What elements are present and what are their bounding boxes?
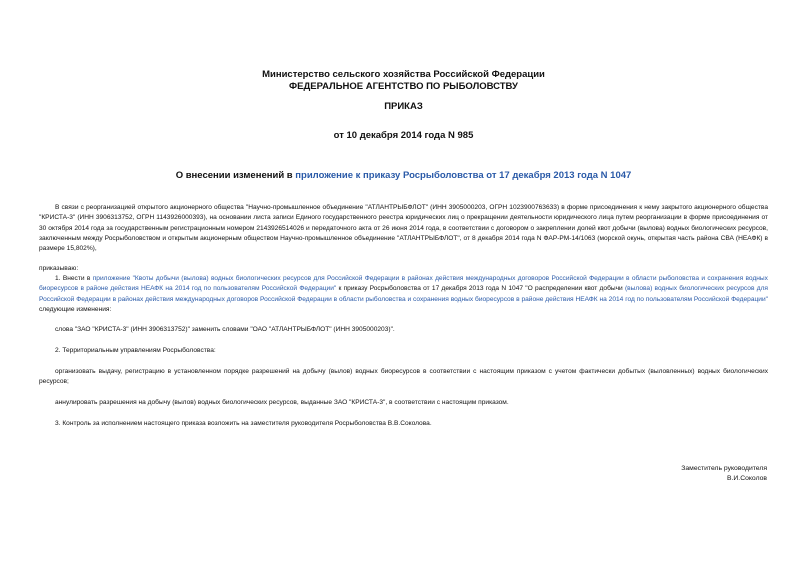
item-1-middle: к приказу Росрыболовства от 17 декабря 2013 года N 1047 "О распределении квот добычи (336, 285, 625, 293)
item-3-paragraph: 3. Контроль за исполнением настоящего приказа возложить на заместителя руководителя Росрыболовства В.В.Соколова. (55, 420, 432, 427)
agency-name: ФЕДЕРАЛЬНОЕ АГЕНТСТВО ПО РЫБОЛОВСТВУ (289, 81, 518, 92)
signature-block (567, 464, 767, 484)
item-1-link-appendix[interactable]: приложение "Квоты добычи (вылова) водных биологических ресурсов для Российской Федерации в районах действия международных договоров Российской Федерации в области рыболовства и сохранения водных биоресурсов в районе действия НЕАФК на 2014 год по пользователям Российской Федерации" (39, 275, 768, 293)
signer-name: В.И.Соколов (727, 475, 767, 482)
subject-link[interactable]: приложение к приказу Росрыболовства от 17 декабря 2013 года N 1047 (295, 170, 632, 181)
item-2b-paragraph: аннулировать разрешения на добычу (вылов) водных биологических ресурсов, выданные ЗАО "КРИСТА-3", в соответствии с настоящим приказом. (55, 399, 509, 406)
item-1-suffix: следующие изменения: (39, 305, 112, 313)
item-2a-paragraph: организовать выдачу, регистрацию в установленном порядке разрешений на добычу (вылов) водных биоресурсов в соответствии с настоящим приказом с учетом фактически добытых (выловленных) водных биологических ресурсов; (39, 368, 768, 386)
order-subject (0, 170, 807, 181)
item-1-link-order[interactable]: (вылова) водных биологических ресурсов для Российской Федерации в районах действия международных договоров Российской Федерации в области рыболовства и сохранения водных биоресурсов в районе действия НЕАФК на 2014 год по пользователям Российской Федерации" (39, 285, 768, 303)
ministry-name: Министерство сельского хозяйства Российской Федерации (262, 69, 545, 80)
replace-words-paragraph: слова "ЗАО "КРИСТА-3" (ИНН 3906313752)" заменить словами "ОАО "АТЛАНТРЫБФЛОТ" (ИНН 3905000203)". (55, 326, 395, 333)
item-1-prefix: 1. Внести в (55, 275, 93, 282)
subject-prefix: О внесении изменений в (175, 170, 296, 181)
doc-type: ПРИКАЗ (384, 101, 423, 112)
item-1-paragraph (39, 274, 768, 315)
document-header (0, 69, 807, 93)
item-2-paragraph: 2. Территориальным управлениям Росрыболовства: (55, 347, 216, 354)
orders-word: приказываю: (39, 265, 79, 272)
order-date-number: от 10 декабря 2014 года N 985 (333, 130, 474, 141)
preamble-paragraph: В связи с реорганизацией открытого акционерного общества "Научно-промышленное объединение "АТЛАНТРЫБФЛОТ" (ИНН 3905000203, ОГРН 1023900763633) в форме присоединения к нему закрытого акционерного общества "КРИСТА-3" (ИНН 3906313752, ОГРН 1143926000393), на основании листа записи Единого государственного реестра юридических лиц о прекращении деятельности юридического лица путем реорганизации в форме присоединения от 30 октября 2014 года за государственным регистрационным номером 2143926514026 и передаточного акта от 26 июня 2014 года, в соответствии с договором о закреплении долей квот добычи (вылова) водных биологических ресурсов, заключенным между Росрыболовством и открытым акционерным обществом Научно-промышленное объединение "АТЛАНТРЫБФЛОТ", от 8 декабря 2014 года N ФАР-РМ-14/1063 (морской окунь, открытая часть района СВА (НЕАФК) в размере 15,802%), (39, 204, 768, 253)
signer-position: Заместитель руководителя (681, 465, 767, 472)
